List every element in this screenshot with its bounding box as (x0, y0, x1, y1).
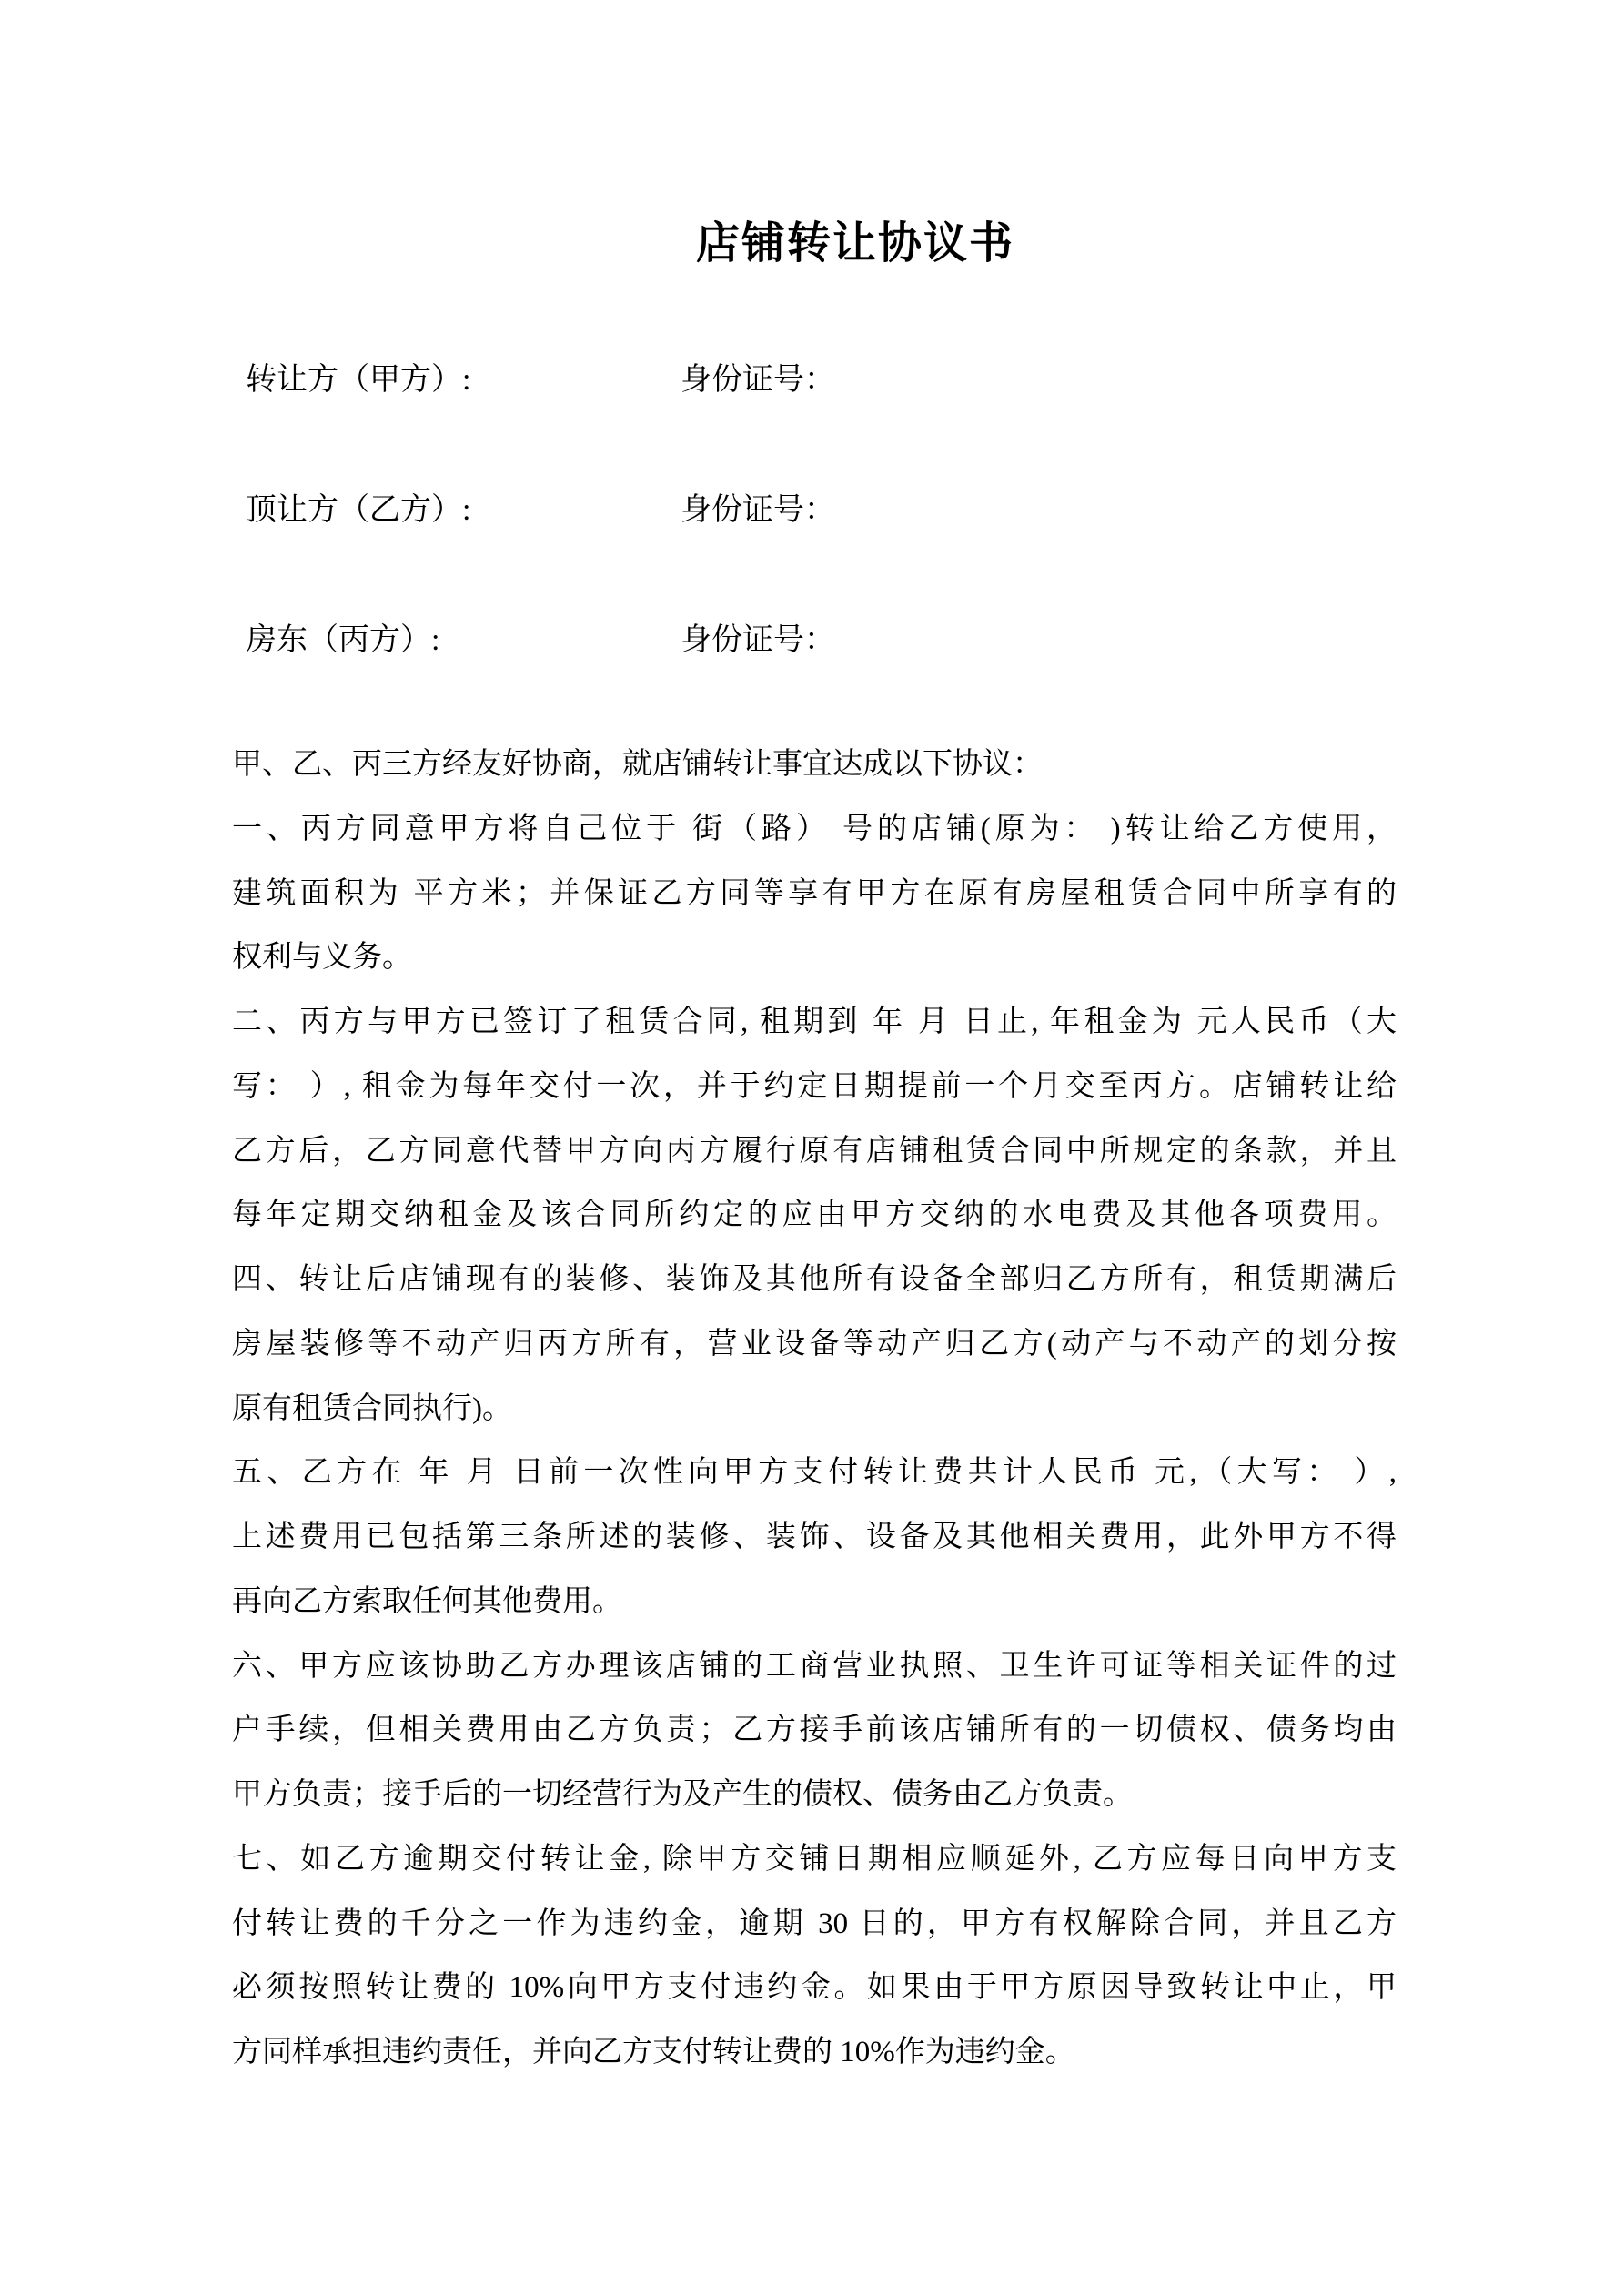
body-line: 建筑面积为 平方米；并保证乙方同等享有甲方在原有房屋租赁合同中所享有的 (232, 876, 1397, 910)
body-line: 原有租赁合同执行)。 (232, 1391, 512, 1425)
document-title: 店铺转让协议书 (695, 219, 1014, 268)
body-line: 一、丙方同意甲方将自己位于 街（路） 号的店铺(原为： )转让给乙方使用， (232, 812, 1397, 845)
body-line: 方同样承担违约责任，并向乙方支付转让费的 10%作为违约金。 (232, 2036, 1075, 2068)
party-row-bingfang (232, 621, 1397, 661)
body-line: 甲、乙、丙三方经友好协商，就店铺转让事宜达成以下协议： (232, 748, 1043, 781)
party-id-label: 身份证号： (681, 623, 835, 657)
body-line: 每年定期交纳租金及该合同所约定的应由甲方交纳的水电费及其他各项费用。 (232, 1199, 1397, 1232)
body-line: 上述费用已包括第三条所述的装修、装饰、设备及其他相关费用，此外甲方不得 (232, 1521, 1397, 1553)
party-label: 房东（丙方）: (246, 623, 440, 657)
body-line: 二、丙方与甲方已签订了租赁合同, 租期到 年 月 日止, 年租金为 元人民币（大 (232, 1006, 1397, 1038)
body-line: 乙方后，乙方同意代替甲方向丙方履行原有店铺租赁合同中所规定的条款，并且 (232, 1134, 1397, 1168)
parties-section (232, 360, 1397, 661)
body-line: 六、甲方应该协助乙方办理该店铺的工商营业执照、卫生许可证等相关证件的过 (232, 1649, 1397, 1683)
body-line: 七、如乙方逾期交付转让金, 除甲方交铺日期相应顺延外, 乙方应每日向甲方支 (232, 1842, 1397, 1876)
body-line: 必须按照转让费的 10%向甲方支付违约金。如果由于甲方原因导致转让中止，甲 (232, 1971, 1397, 2005)
body-line: 四、转让后店铺现有的装修、装饰及其他所有设备全部归乙方所有，租赁期满后 (232, 1263, 1397, 1296)
body-line: 房屋装修等不动产归丙方所有，营业设备等动产归乙方(动产与不动产的划分按 (232, 1327, 1397, 1360)
body-line: 再向乙方索取任何其他费用。 (232, 1584, 622, 1618)
body-line: 户手续，但相关费用由乙方负责；乙方接手前该店铺所有的一切债权、债务均由 (232, 1714, 1397, 1747)
party-label: 顶让方（乙方）: (246, 493, 471, 527)
agreement-body (232, 733, 1397, 2085)
party-row-yifang (232, 491, 1397, 531)
party-id-label: 身份证号： (681, 493, 835, 527)
party-row-jiafang (232, 360, 1397, 400)
body-line: 权利与义务。 (232, 941, 412, 975)
party-id-label: 身份证号： (681, 363, 835, 397)
party-label: 转让方（甲方）: (246, 363, 471, 397)
body-line: 五、乙方在 年 月 日前一次性向甲方支付转让费共计人民币 元,（大写： ）, (232, 1456, 1397, 1490)
body-line: 写： ）, 租金为每年交付一次，并于约定日期提前一个月交至丙方。店铺转让给 (232, 1069, 1397, 1103)
body-line: 付转让费的千分之一作为违约金，逾期 30 日的，甲方有权解除合同，并且乙方 (232, 1907, 1397, 1940)
body-line: 甲方负责；接手后的一切经营行为及产生的债权、债务由乙方负责。 (232, 1778, 1133, 1811)
